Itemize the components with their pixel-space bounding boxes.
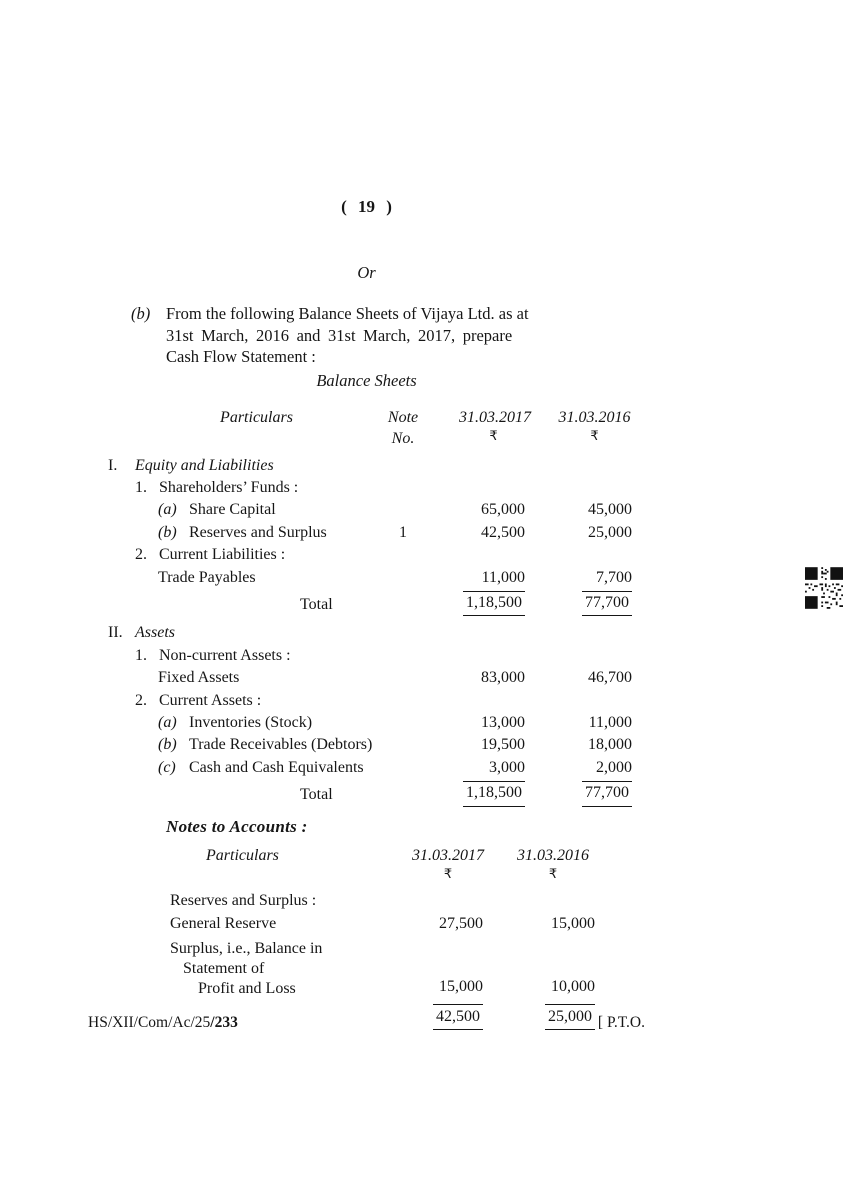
notes-column-header-particulars: Particulars <box>206 846 279 864</box>
row-prefix: 1. <box>135 478 147 496</box>
particulars-cell <box>88 477 373 499</box>
column-header-2016 <box>528 407 635 449</box>
pto-label: [ P.T.O. <box>597 1014 645 1031</box>
question-b <box>88 303 645 368</box>
particulars-cell <box>88 667 373 689</box>
row-text-line: Statement of <box>183 959 265 977</box>
amount-2017: 3,000 <box>489 758 525 776</box>
notes-column-header-2017-date: 31.03.2017 <box>412 846 484 864</box>
amount-2016: 10,000 <box>551 978 595 996</box>
amount-2016: 77,700 <box>582 781 632 806</box>
amount-2017-cell <box>433 567 528 589</box>
row-text: Inventories (Stock) <box>189 713 313 731</box>
amount-2017: 11,000 <box>481 568 525 586</box>
notes-column-header-2016-date: 31.03.2016 <box>517 846 589 864</box>
particulars-cell <box>170 889 395 913</box>
row-text: Total <box>300 786 333 804</box>
amount-2017-cell <box>433 712 528 734</box>
amount-2017: 1,18,500 <box>463 781 525 806</box>
row-prefix: (c) <box>158 758 176 776</box>
page-content <box>88 0 645 1030</box>
row-text: Current Liabilities : <box>159 546 286 564</box>
table-row <box>88 544 645 566</box>
table-row <box>88 667 645 689</box>
column-header-note-line2: No. <box>391 429 415 447</box>
notes-rows <box>170 889 645 1031</box>
table-row <box>88 589 645 616</box>
rupee-symbol: ₹ <box>443 866 453 882</box>
amount-2017: 42,500 <box>481 523 525 541</box>
particulars-cell <box>88 499 373 521</box>
amount-2016: 46,700 <box>588 669 632 687</box>
amount-2017-cell <box>433 779 528 806</box>
row-text-line: Profit and Loss <box>198 979 296 997</box>
or-label: Or <box>357 263 376 282</box>
particulars-cell <box>88 784 373 806</box>
row-prefix: I. <box>108 456 118 474</box>
table-row <box>88 712 645 734</box>
page-number: ( 19 ) <box>341 197 392 216</box>
row-prefix: (b) <box>158 523 177 541</box>
amount-2017-cell <box>433 522 528 544</box>
notes-column-header-2016 <box>485 845 597 884</box>
particulars-cell <box>88 757 373 779</box>
row-text: Fixed Assets <box>158 669 240 687</box>
amount-2016: 2,000 <box>596 758 632 776</box>
table-row <box>88 779 645 806</box>
particulars-cell <box>88 712 373 734</box>
particulars-cell <box>88 455 373 477</box>
rupee-symbol: ₹ <box>548 866 558 882</box>
balance-sheet-title: Balance Sheets <box>316 370 417 390</box>
notes-header <box>170 845 645 884</box>
amount-2017: 42,500 <box>433 1004 483 1031</box>
amount-2017-cell <box>433 757 528 779</box>
row-text: Total <box>300 595 333 613</box>
column-header-note-line1: Note <box>387 408 419 426</box>
particulars-cell <box>170 936 395 999</box>
table-row <box>88 622 645 644</box>
amount-2016: 45,000 <box>588 501 632 519</box>
particulars-cell <box>88 690 373 712</box>
row-text: Current Assets : <box>159 691 262 709</box>
note-number: 1 <box>399 523 407 541</box>
row-prefix: II. <box>108 624 123 642</box>
table-row <box>88 734 645 756</box>
table-row <box>88 567 645 589</box>
column-header-2016-date: 31.03.2016 <box>558 408 631 426</box>
question-line: 31st March, 2016 and 31st March, 2017, prepare <box>166 325 513 345</box>
table-row <box>88 757 645 779</box>
amount-2017: 15,000 <box>439 978 483 996</box>
question-label: (b) <box>131 304 151 323</box>
amount-2017-cell <box>433 667 528 689</box>
row-prefix: (a) <box>158 501 177 519</box>
row-text: Shareholders’ Funds : <box>159 478 299 496</box>
question-text <box>166 303 603 368</box>
paper-code <box>88 1014 238 1032</box>
amount-2016: 7,700 <box>596 568 632 586</box>
note-cell <box>373 522 433 544</box>
row-text: Equity and Liabilities <box>135 456 274 474</box>
notes-title: Notes to Accounts : <box>166 816 308 836</box>
row-text: Trade Receivables (Debtors) <box>189 736 373 754</box>
amount-2017: 27,500 <box>439 915 483 933</box>
amount-2016-cell <box>528 757 635 779</box>
amount-2016: 25,000 <box>545 1004 595 1031</box>
row-text: Trade Payables <box>158 568 256 586</box>
amount-2016: 11,000 <box>588 713 632 731</box>
amount-2017-cell <box>433 589 528 616</box>
particulars-cell <box>88 622 373 644</box>
amount-2016-cell <box>528 667 635 689</box>
row-prefix: 1. <box>135 646 147 664</box>
column-header-particulars: Particulars <box>220 408 293 426</box>
particulars-cell <box>170 912 395 936</box>
notes-column-header-2017 <box>395 845 485 884</box>
rupee-symbol: ₹ <box>489 428 498 444</box>
column-header-2017-date: 31.03.2017 <box>459 408 531 426</box>
row-text: Cash and Cash Equivalents <box>189 758 364 776</box>
amount-2017: 83,000 <box>481 669 525 687</box>
question-line: Cash Flow Statement : <box>166 347 316 366</box>
amount-2017-cell <box>395 912 485 936</box>
amount-2016-cell <box>528 589 635 616</box>
row-text: Share Capital <box>189 501 276 519</box>
table-row <box>88 455 645 477</box>
balance-sheet-header <box>88 407 645 449</box>
amount-2017-cell <box>433 499 528 521</box>
row-text: Assets <box>135 624 175 642</box>
particulars-cell <box>88 567 373 589</box>
table-row <box>88 499 645 521</box>
amount-2016-cell <box>528 499 635 521</box>
notes-table <box>170 845 645 1031</box>
table-row <box>88 477 645 499</box>
amount-2016-cell <box>528 522 635 544</box>
table-row <box>170 912 645 936</box>
amount-2017: 65,000 <box>481 501 525 519</box>
particulars-cell <box>88 522 373 544</box>
amount-2017-cell <box>433 734 528 756</box>
row-prefix: (b) <box>158 736 177 754</box>
amount-2017: 13,000 <box>481 713 525 731</box>
amount-2016-cell <box>528 567 635 589</box>
paper-code-bold: /233 <box>210 1014 238 1031</box>
amount-2016-cell <box>485 975 597 999</box>
qr-code <box>805 566 843 610</box>
table-row <box>88 522 645 544</box>
amount-2017: 19,500 <box>481 736 525 754</box>
row-prefix: 2. <box>135 546 147 564</box>
table-row <box>88 645 645 667</box>
table-row <box>170 936 645 999</box>
amount-2016: 25,000 <box>588 523 632 541</box>
row-text: Reserves and Surplus : <box>170 891 317 909</box>
column-header-note <box>373 407 433 449</box>
paper-code-regular: HS/XII/Com/Ac/25 <box>88 1014 211 1031</box>
amount-2016: 15,000 <box>551 915 595 933</box>
row-text: General Reserve <box>170 915 277 933</box>
particulars-cell <box>88 544 373 566</box>
amount-2016-cell <box>485 912 597 936</box>
row-prefix: 2. <box>135 691 147 709</box>
row-text: Non-current Assets : <box>159 646 291 664</box>
amount-2017-cell <box>395 975 485 999</box>
amount-2016: 18,000 <box>588 736 632 754</box>
rupee-symbol: ₹ <box>590 428 599 444</box>
particulars-cell <box>88 594 373 616</box>
row-prefix: (a) <box>158 713 177 731</box>
amount-2016-cell <box>528 779 635 806</box>
amount-2016-cell <box>528 734 635 756</box>
table-row <box>170 889 645 913</box>
particulars-cell <box>88 645 373 667</box>
balance-sheet-rows <box>88 455 645 807</box>
amount-2017: 1,18,500 <box>463 591 525 616</box>
amount-2016: 77,700 <box>582 591 632 616</box>
table-row <box>88 690 645 712</box>
row-text-line: Surplus, i.e., Balance in <box>170 939 323 957</box>
page-footer <box>88 1014 645 1032</box>
amount-2016-cell <box>528 712 635 734</box>
question-line: From the following Balance Sheets of Vijaya Ltd. as at <box>166 304 529 323</box>
row-text: Reserves and Surplus <box>189 523 327 541</box>
balance-sheet-table <box>88 407 645 807</box>
particulars-cell <box>88 734 373 756</box>
column-header-2017 <box>433 407 531 449</box>
